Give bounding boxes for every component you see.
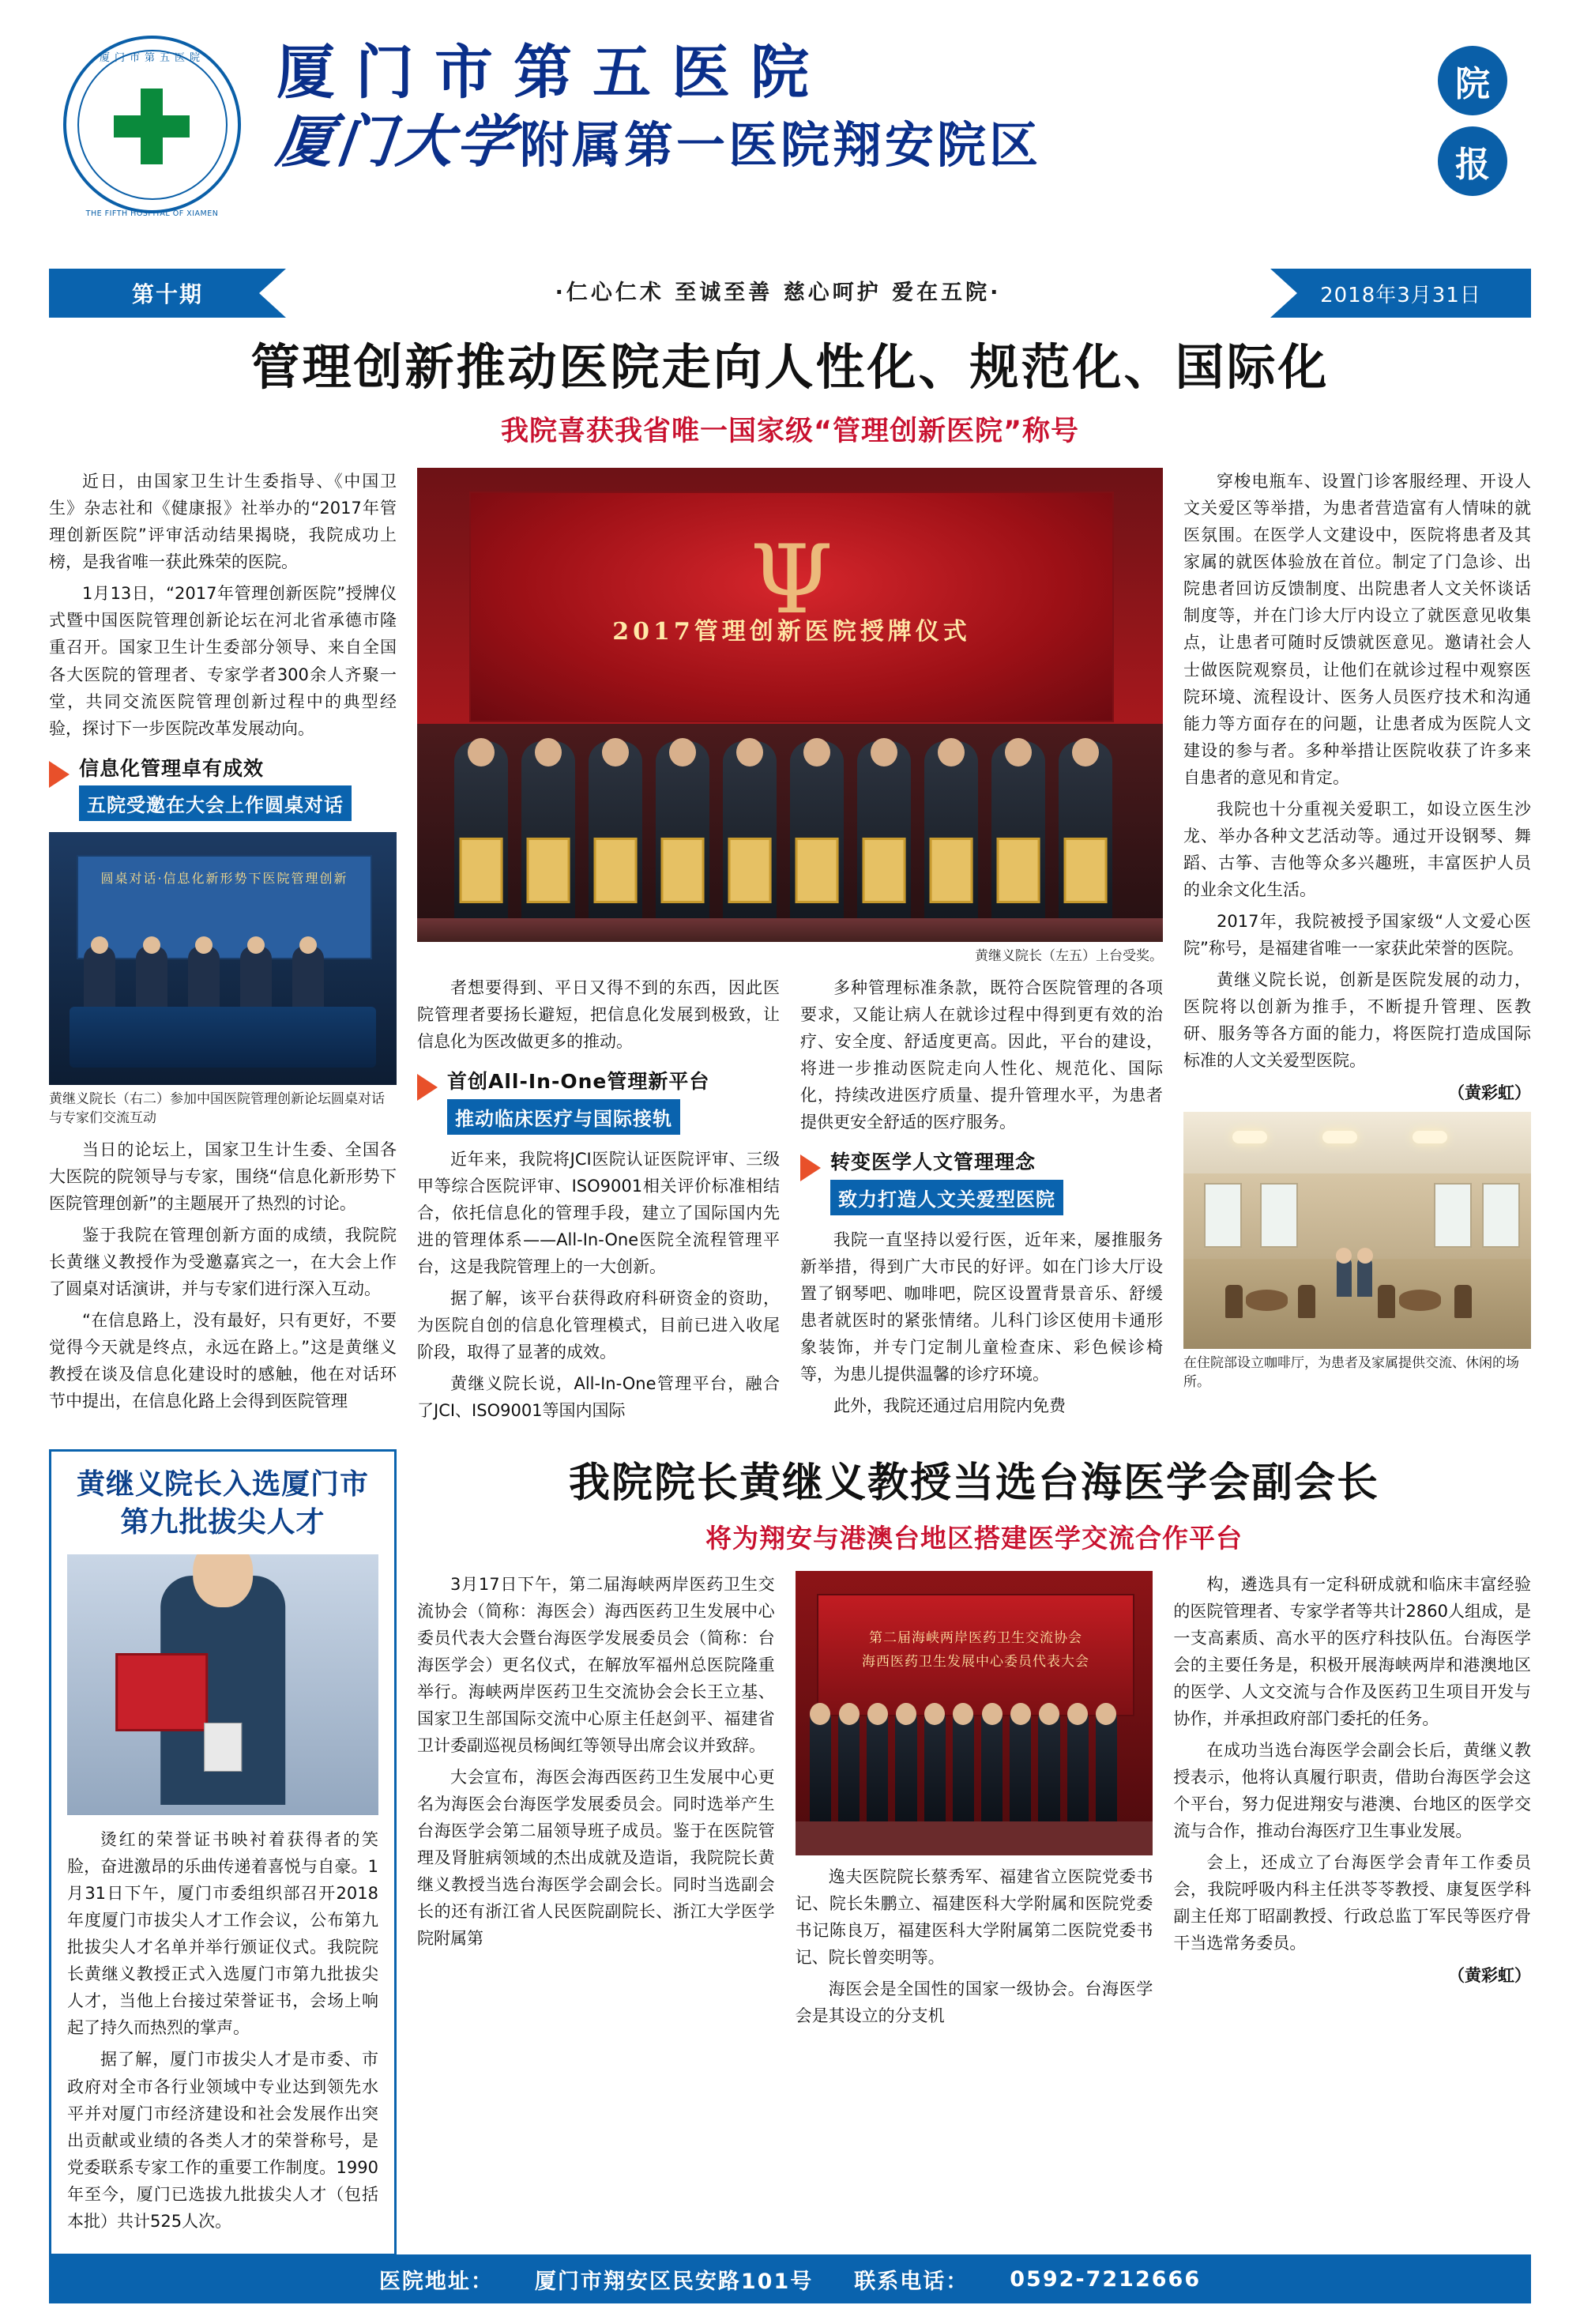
award-recipients-row bbox=[417, 724, 1163, 942]
affiliate-name: 附属第一医院翔安院区 bbox=[520, 116, 1042, 175]
medical-cross-icon bbox=[114, 89, 190, 164]
paragraph: 鉴于我院在管理创新方面的成绩，我院院长黄继义教授作为受邀嘉宾之一，在大会上作了圆桌对话演讲，并与专家们进行深入互动。 bbox=[49, 1225, 397, 1298]
paragraph: 3月17日下午，第二届海峡两岸医药卫生交流协会（简称：海医会）海西医药卫生发展中心委员代表大会暨台海医学发展委员会（简称：台海医学会）更名仪式，在解放军福州总医院隆重举行。海峡两岸医药卫生交流协会会长王立基、国家卫生部国际交流中心原主任赵剑平、福建省卫计委副巡视员杨闽红等领导出席会议并致辞。 bbox=[417, 1574, 775, 1755]
award-ceremony-photo bbox=[417, 468, 1163, 942]
university-calligraphy: 厦门大学 bbox=[273, 107, 521, 175]
hospital-name: 厦门市第五医院 bbox=[276, 39, 830, 107]
attendee bbox=[953, 1708, 974, 1821]
footer-contact-bar bbox=[49, 2254, 1531, 2303]
article-byline: （黄彩虹） bbox=[1448, 1966, 1532, 1986]
bottom-article-subtitle: 将为翔安与港澳台地区搭建医学交流合作平台 bbox=[705, 1522, 1243, 1554]
phone-value: 0592-7212666 bbox=[1010, 2266, 1202, 2292]
photo-caption: 在住院部设立咖啡厅，为患者及家属提供交流、休闲的场所。 bbox=[1183, 1354, 1519, 1390]
bottom-article bbox=[417, 1449, 1531, 2256]
attendee bbox=[1067, 1708, 1089, 1821]
lead-subhead: 我院喜获我省唯一国家级“管理创新医院”称号 bbox=[500, 416, 1079, 448]
certificate bbox=[115, 1653, 207, 1731]
section-heading-line1: 首创All-In-One管理新平台 bbox=[447, 1070, 710, 1094]
lead-article-body bbox=[49, 468, 1531, 1429]
masthead-badges bbox=[1438, 46, 1525, 207]
masthead bbox=[0, 0, 1580, 269]
award-recipient bbox=[924, 741, 978, 942]
paragraph: 海医会是全国性的国家一级协会。台海医学会是其设立的分支机 bbox=[795, 1979, 1153, 2025]
paragraph: 我院一直坚持以爱行医，近年来，屡推服务新举措，得到广大市民的好评。如在门诊大厅设置了钢琴吧、咖啡吧，院区设置背景音乐、舒缓患者就医时的紧张情绪。儿科门诊区使用卡通形象装饰，并专门定制儿童检查床、彩色候诊椅等，为患儿提供温馨的诊疗环境。 bbox=[800, 1230, 1163, 1384]
issue-date: 2018年3月31日 bbox=[1320, 283, 1481, 307]
masthead-second-line bbox=[273, 107, 1525, 175]
paragraph: 2017年，我院被授予国家级“人文爱心医院”称号，是福建省唯一一家获此荣誉的医院。 bbox=[1183, 911, 1531, 958]
attendee bbox=[838, 1708, 860, 1821]
award-recipient bbox=[521, 741, 575, 942]
paragraph: 近年来，我院将JCI医院认证医院评审、三级甲等综合医院评审、ISO9001相关评价标准相结合，依托信息化的管理手段，建立了国际国内先进的管理体系——All-In-One医院全流程管理平台，这是我院管理上的一大创新。 bbox=[417, 1149, 780, 1276]
cafe-window bbox=[1434, 1183, 1472, 1248]
paragraph: 大会宣布，海医会海西医药卫生发展中心更名为海医会台海医学发展委员会。同时选举产生台海医学会第二届领导班子成员。鉴于在医院管理及肾脏病领域的杰出成就及造诣，我院院长黄继义教授当选台海医学会副会长。同时当选副会长的还有浙江省人民医院副院长、浙江大学医学院附属第 bbox=[417, 1768, 775, 1949]
photo-caption: 黄继义院长（左五）上台受奖。 bbox=[975, 948, 1163, 965]
section-heading-line2: 致力打造人文关爱型医院 bbox=[830, 1180, 1063, 1215]
cafe-chair bbox=[1225, 1285, 1243, 1318]
forum-screen-caption: 圆桌对话·信息化新形势下医院管理创新 bbox=[100, 871, 348, 887]
forum-screen bbox=[77, 855, 372, 959]
ceiling-light-icon bbox=[1413, 1131, 1447, 1143]
certificate-photo bbox=[67, 1554, 378, 1815]
conference-attendees bbox=[796, 1708, 1153, 1821]
forum-panelist bbox=[136, 946, 167, 1007]
paragraph: 者想要得到、平日又得不到的东西，因此医院管理者要扬长避短，把信息化发展到极致，让信息化为医改做更多的推动。 bbox=[417, 978, 780, 1052]
forum-panelist bbox=[240, 946, 272, 1007]
paragraph: 烫红的荣誉证书映衬着获得者的笑脸，奋进激昂的乐曲传递着喜悦与自豪。1月31日下午，厦门市委组织部召开2018年度厦门市拔尖人才工作会议，公布第九批拔尖人才名单并举行颁证仪式。我院院长黄继义教授正式入选厦门市第九批拔尖人才，当他上台接过荣誉证书，会场上响起了持久而热烈的掌声。 bbox=[67, 1830, 378, 2038]
paragraph: 黄继义院长说，创新是医院发展的动力，医院将以创新为推手，不断提升管理、医教研、服务等各方面的能力，将医院打造成国际标准的人文关爱型医院。 bbox=[1183, 970, 1531, 1070]
bottom-article-title: 我院院长黄继义教授当选台海医学会副会长 bbox=[568, 1459, 1379, 1507]
paragraph: 1月13日，“2017年管理创新医院”授牌仪式暨中国医院管理创新论坛在河北省承德市隆重召开。国家卫生计生委部分领导、来自全国各大医院的管理者、专家学者300余人齐聚一堂，共同交流医院管理创新过程中的典型经验，探讨下一步医院改革发展动向。 bbox=[49, 584, 397, 738]
sidebar-article-title-line2: 第九批拔尖人才 bbox=[120, 1506, 325, 1539]
arrow-icon bbox=[417, 1074, 438, 1101]
attendee bbox=[895, 1708, 916, 1821]
attendee bbox=[1038, 1708, 1059, 1821]
section-heading-line2: 推动临床医疗与国际接轨 bbox=[447, 1099, 680, 1135]
paragraph: 当日的论坛上，国家卫生计生委、全国各大医院的院领导与专家，围绕“信息化新形势下医院管理创新”的主题展开了热烈的讨论。 bbox=[49, 1139, 397, 1213]
conference-screen-line2: 海西医药卫生发展中心委员代表大会 bbox=[862, 1654, 1089, 1670]
paragraph: 据了解，该平台获得政府科研资金的资助，为医院自创的信息化管理模式，目前已进入收尾阶段，取得了显著的成效。 bbox=[417, 1288, 780, 1362]
hospital-logo bbox=[55, 32, 253, 229]
paragraph: 黄继义院长说，All-In-One管理平台，融合了JCI、ISO9001等国内国际 bbox=[417, 1373, 780, 1420]
paragraph: “在信息路上，没有最好，只有更好，不要觉得今天就是终点，永远在路上。”这是黄继义教授在谈及信息化建设时的感触，他在对话环节中提出，在信息化路上会得到医院管理 bbox=[49, 1310, 397, 1411]
sidebar-article-box bbox=[49, 1449, 397, 2256]
section-heading-line1: 信息化管理卓有成效 bbox=[79, 756, 265, 780]
paragraph: 构，遴选具有一定科研成就和临床丰富经验的医院管理者、专家学者等共计2860人组成，是一支高素质、高水平的医疗科技队伍。台海医学会的主要任务是，积极开展海峡两岸和港澳地区的医学、人文交流与合作及医药卫生项目开发与协作，并承担政府部门委托的任务。 bbox=[1173, 1574, 1532, 1728]
address-label: 医院地址： bbox=[378, 2269, 494, 2294]
lead-headline-block bbox=[49, 338, 1531, 449]
cafe-visitor bbox=[1337, 1256, 1352, 1297]
award-recipient bbox=[857, 741, 911, 942]
cafe-window bbox=[1482, 1183, 1520, 1248]
lead-column-1 bbox=[49, 468, 397, 1429]
paragraph: 近日，由国家卫生计生委指导、《中国卫生》杂志社和《健康报》社举办的“2017年管理创新医院”评审活动结果揭晓，我院成功上榜，是我省唯一获此殊荣的医院。 bbox=[49, 472, 397, 572]
masthead-titles bbox=[253, 32, 1525, 175]
forum-photo bbox=[49, 832, 397, 1085]
bottom-column-2 bbox=[796, 1571, 1153, 2034]
award-recipient bbox=[790, 741, 844, 942]
arrow-icon bbox=[800, 1154, 821, 1181]
conference-screen bbox=[817, 1594, 1134, 1716]
section-heading-informatization bbox=[49, 756, 397, 822]
cafe-table bbox=[1246, 1290, 1288, 1311]
cafe-window bbox=[1260, 1183, 1298, 1248]
forum-panelist bbox=[292, 946, 324, 1007]
cafe-chair bbox=[1378, 1285, 1395, 1318]
cafe-chair bbox=[1298, 1285, 1315, 1318]
logo-bottom-label: THE FIFTH HOSPITAL OF XIAMEN bbox=[85, 209, 219, 218]
sidebar-article-title-line1: 黄继义院长入选厦门市 bbox=[76, 1467, 369, 1501]
lead-column-2 bbox=[417, 468, 1163, 1429]
ceiling-light-icon bbox=[1232, 1131, 1267, 1143]
award-recipient bbox=[1059, 741, 1112, 942]
attendee bbox=[867, 1708, 888, 1821]
award-recipient bbox=[656, 741, 709, 942]
psi-emblem-icon: Ψ bbox=[750, 525, 833, 635]
phone-label: 联系电话： bbox=[854, 2269, 969, 2294]
section-heading-line1: 转变医学人文管理理念 bbox=[830, 1151, 1036, 1174]
paragraph: 在成功当选台海医学会副会长后，黄继义教授表示，他将认真履行职责，借助台海医学会这个平台，努力促进翔安与港澳、台地区的医学交流与合作，推动台海医疗卫生事业发展。 bbox=[1173, 1740, 1532, 1841]
attendee bbox=[810, 1708, 831, 1821]
award-recipient bbox=[723, 741, 777, 942]
award-recipient bbox=[454, 741, 508, 942]
cafe-window bbox=[1204, 1183, 1242, 1248]
photo-caption: 黄继义院长（右二）参加中国医院管理创新论坛圆桌对话与专家们交流互动 bbox=[49, 1091, 385, 1126]
section-heading-line2: 五院受邀在大会上作圆桌对话 bbox=[79, 785, 352, 821]
paragraph: 会上，还成立了台海医学会青年工作委员会，我院呼吸内科主任洪苓苓教授、康复医学科副主任郑丁昭副教授、行政总监丁军民等医疗骨干当选常务委员。 bbox=[1173, 1853, 1532, 1953]
issue-number: 第十期 bbox=[131, 281, 203, 307]
stage-screen-title: 2017管理创新医院授牌仪式 bbox=[612, 618, 971, 646]
paragraph: 逸夫医院院长蔡秀军、福建省立医院党委书记、院长朱鹏立、福建医科大学附属和医院党委书记陈良万，福建医科大学附属第二医院党委书记、院长曾奕明等。 bbox=[795, 1866, 1153, 1967]
forum-table bbox=[70, 1007, 375, 1068]
badge-bao: 报 bbox=[1438, 126, 1507, 196]
cafe-table bbox=[1399, 1290, 1441, 1311]
stage-floor bbox=[417, 918, 1163, 942]
paragraph: 此外，我院还通过启用院内免费 bbox=[833, 1396, 1066, 1415]
arrow-icon bbox=[49, 761, 70, 788]
page-title: 管理创新推动医院走向人性化、规范化、国际化 bbox=[250, 338, 1330, 396]
banner-slogan: ·仁心仁术 至诚至善 慈心呵护 爱在五院· bbox=[286, 269, 1270, 318]
award-recipient bbox=[991, 741, 1045, 942]
paragraph: 我院也十分重视关爱职工，如设立医生沙龙、举办各种文艺活动等。通过开设钢琴、舞蹈、古筝、吉他等众多兴趣班，丰富医护人员的业余文化生活。 bbox=[1183, 799, 1531, 899]
paragraph: 多种管理标准条款，既符合医院管理的各项要求，又能让病人在就诊过程中得到更有效的治疗、安全度、舒适度更高。因此，平台的建设，将进一步推动医院走向人性化、规范化、国际化，持续改进医疗质量、提升管理水平，为患者提供更安全舒适的医疗服务。 bbox=[800, 978, 1163, 1132]
attendee bbox=[924, 1708, 946, 1821]
forum-panelist bbox=[188, 946, 220, 1007]
hospital-cafe-photo bbox=[1183, 1112, 1531, 1349]
name-badge bbox=[204, 1723, 242, 1772]
address-value: 厦门市翔安区民安路101号 bbox=[534, 2269, 814, 2294]
ceiling-light-icon bbox=[1322, 1131, 1357, 1143]
cafe-visitor bbox=[1357, 1256, 1372, 1297]
bottom-column-3 bbox=[1173, 1571, 1531, 2034]
bottom-section bbox=[49, 1449, 1531, 2256]
conference-photo bbox=[796, 1571, 1153, 1855]
section-heading-allinone bbox=[417, 1069, 780, 1135]
lead-column-4 bbox=[1183, 468, 1531, 1429]
attendee bbox=[1010, 1708, 1031, 1821]
award-winner bbox=[160, 1576, 285, 1805]
bottom-column-1 bbox=[417, 1571, 775, 2034]
forum-panelist bbox=[84, 946, 115, 1007]
paragraph: 据了解，厦门市拔尖人才是市委、市政府对全市各行业领域中专业达到领先水平并对厦门市经济建设和社会发展作出突出贡献或业绩的各类人才的荣誉称号，是党委联系专家工作的重要工作制度。1990年至今，厦门已选拔九批拔尖人才（包括本批）共计525人次。 bbox=[67, 2050, 378, 2231]
issue-banner bbox=[49, 269, 1531, 318]
logo-top-label: 厦门市第五医院 bbox=[99, 52, 205, 64]
award-recipient bbox=[589, 741, 642, 942]
attendee bbox=[1096, 1708, 1117, 1821]
paragraph: 穿梭电瓶车、设置门诊客服经理、开设人文关爱区等举措，为患者营造富有人情味的就医氛围。在医学人文建设中，医院将患者及其家属的就医体验放在首位。制定了门急诊、出院患者回访反馈制度、出院患者人文关怀谈话制度等，并在门诊大厅内设立了就医意见收集点，让患者可随时反馈就医意见。邀请社会人士做医院观察员，让他们在就诊过程中观察医院环境、流程设计、医务人员医疗技术和沟通能力等方面存在的问题，让患者成为医院人文建设的参与者。多种举措让医院收获了许多来自患者的意见和肯定。 bbox=[1183, 472, 1531, 787]
section-heading-humanistic bbox=[800, 1150, 1163, 1215]
article-byline: （黄彩虹） bbox=[1448, 1083, 1531, 1102]
stage-floor bbox=[796, 1821, 1153, 1855]
cafe-chair bbox=[1454, 1285, 1472, 1318]
stage-led-screen bbox=[469, 492, 1114, 722]
badge-yuan: 院 bbox=[1438, 46, 1507, 115]
attendee bbox=[981, 1708, 1003, 1821]
conference-screen-line1: 第二届海峡两岸医药卫生交流协会 bbox=[869, 1629, 1082, 1646]
